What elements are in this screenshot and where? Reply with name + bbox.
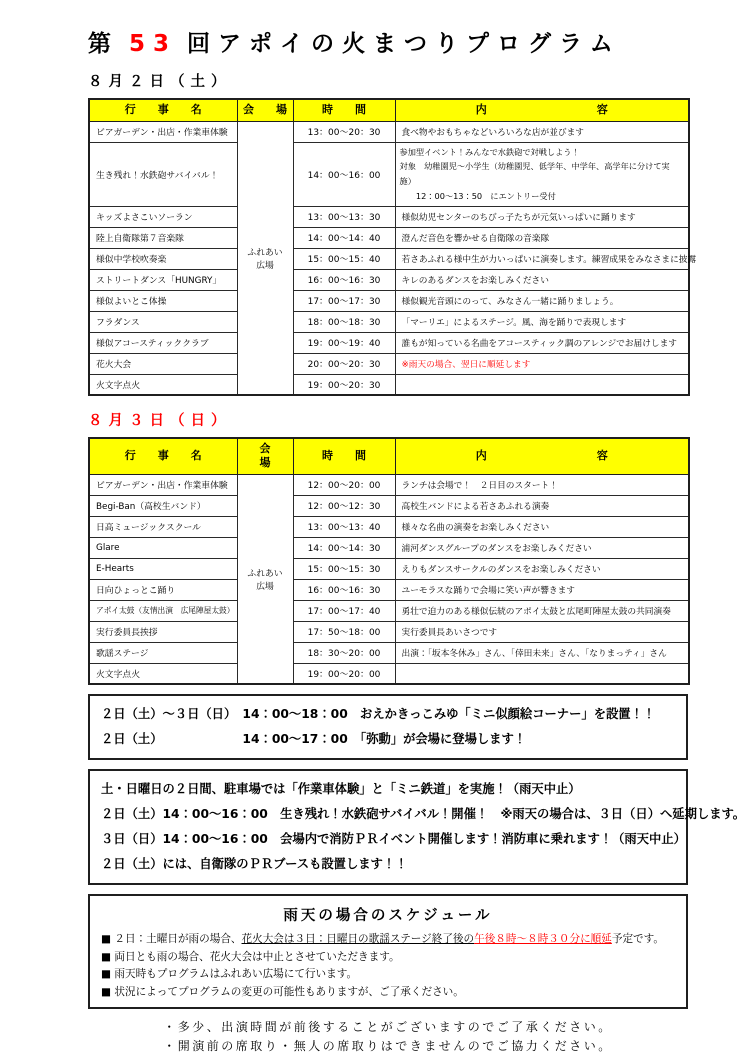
time-cell: 20：00～20：30 — [293, 353, 395, 374]
event-name-cell: 花火大会 — [89, 353, 237, 374]
rain-schedule-title: 雨天の場合のスケジュール — [283, 908, 493, 925]
day1-header-event: 行 事 名 — [89, 99, 237, 121]
day2-table-body — [89, 474, 689, 684]
table-row — [89, 621, 689, 642]
text-line: ３日（日）14：00～16：00 会場内で消防ＰＲイベント開催します！消防車に乗れます！（雨天中止） — [101, 832, 686, 847]
time-cell: 19：00～20：30 — [293, 374, 395, 395]
text-line: ２日（土）14：00～16：00 生き残れ！水鉄砲サバイバル！開催！ ※雨天の場合は、３日（日）へ延期します。 — [101, 807, 745, 822]
table-row — [89, 600, 689, 621]
table-row — [89, 332, 689, 353]
content-cell: 様似観光音頭にのって、みなさん一緒に踊りましょう。 — [395, 290, 689, 311]
content-cell — [395, 374, 689, 395]
time-cell: 17：00～17：30 — [293, 290, 395, 311]
event-name-cell: 日向ひょっとこ踊り — [89, 579, 237, 600]
event-name-cell: 火文字点火 — [89, 374, 237, 395]
content-cell: 出演：「坂本冬休み」さん、「倖田未来」さん、「なりまっティ」さん — [395, 642, 689, 663]
day2-header-row — [89, 438, 689, 474]
day2-heading: ８月３日（日） — [88, 413, 232, 430]
rain-note-fireworks-postpone — [101, 931, 675, 949]
table-row — [89, 516, 689, 537]
event-name-cell: 様似よいとこ体操 — [89, 290, 237, 311]
event-name-cell: キッズよさこいソーラン — [89, 206, 237, 227]
text-line: 場 — [259, 456, 271, 470]
notice-box-portrait-corner — [88, 694, 688, 760]
content-cell: ランチは会場で！ ２日目のスタート！ — [395, 474, 689, 495]
event-name-cell: ビアガーデン・出店・作業車体験 — [89, 121, 237, 142]
day2-header-venue — [237, 438, 293, 474]
text-line: ■ 雨天時もプログラムはふれあい広場にて行います。 — [101, 968, 358, 981]
time-cell: 14：00～14：40 — [293, 227, 395, 248]
day1-table-body — [89, 121, 697, 395]
text-line: ・多少、出演時間が前後することがございますのでご了承ください。 — [163, 1020, 613, 1035]
time-cell: 15：00～15：30 — [293, 558, 395, 579]
content-cell: 様似幼児センターのちびっ子たちが元気いっぱいに踊ります — [395, 206, 689, 227]
day1-schedule-table — [88, 98, 697, 396]
event-name-cell: Glare — [89, 537, 237, 558]
text-line: ２日（土）には、自衛隊のＰＲブースも設置します！！ — [101, 857, 408, 872]
content-cell: 若さあふれる様中生が力いっぱいに演奏します。練習成果をみなさまに披露 — [395, 248, 689, 269]
event-name-cell: 生き残れ！水鉄砲サバイバル！ — [89, 142, 237, 206]
text-line: ■ 両日とも雨の場合、花火大会は中止とさせていただきます。 — [101, 950, 400, 963]
event-name-cell: 様似中学校吹奏楽 — [89, 248, 237, 269]
event-name-cell: 実行委員長挨拶 — [89, 621, 237, 642]
event-name-cell: 火文字点火 — [89, 663, 237, 684]
table-row — [89, 642, 689, 663]
text-line: ２日（土） 14：00～17：00 「弥動」が会場に登場します！ — [101, 732, 527, 747]
content-cell: 様々な名曲の演奏をお楽しみください — [395, 516, 689, 537]
content-cell: ユーモラスな踊りで会場に笑い声が響きます — [395, 579, 689, 600]
content-cell — [395, 663, 689, 684]
notice-box-parking-events — [88, 769, 745, 885]
time-cell: 18：30～20：00 — [293, 642, 395, 663]
event-name-cell: アポイ太鼓（友情出演 広尾陣屋太鼓） — [89, 600, 237, 621]
time-cell: 12：00～12：30 — [293, 495, 395, 516]
day1-header-row — [89, 99, 689, 121]
event-name-cell: 様似アコースティッククラブ — [89, 332, 237, 353]
content-cell: 誰もが知っている名曲をアコースティック調のアレンジでお届けします — [395, 332, 689, 353]
table-row — [89, 353, 689, 374]
event-name-cell: E-Hearts — [89, 558, 237, 579]
content-cell: 「マーリエ」によるステージ。風、海を踊りで表現します — [395, 311, 689, 332]
page-title — [88, 32, 688, 57]
table-row — [89, 227, 689, 248]
day2-header-event: 行 事 名 — [89, 438, 237, 474]
content-cell: 参加型イベント！みんなで水鉄砲で対戦しよう！ 対象 幼稚園児～小学生（幼稚園児、低学年、中学年、高学年に分けて実施） 12：00～13：50 にエントリー受付 — [395, 142, 689, 206]
table-row — [89, 206, 689, 227]
text-line: 会 — [259, 442, 271, 456]
time-cell: 13：00～13：40 — [293, 516, 395, 537]
table-row — [89, 558, 689, 579]
table-row — [89, 474, 689, 495]
text-line: 土・日曜日の２日間、駐車場では「作業車体験」と「ミニ鉄道」を実施！（雨天中止） — [101, 782, 581, 797]
table-row — [89, 248, 689, 269]
time-cell: 19：00～20：00 — [293, 663, 395, 684]
day1-header-venue — [237, 99, 293, 121]
table-row — [89, 311, 689, 332]
content-cell: えりもダンスサークルのダンスをお楽しみください — [395, 558, 689, 579]
content-cell: 勇壮で迫力のある様似伝統のアポイ太鼓と広尾町陣屋太鼓の共同演奏 — [395, 600, 689, 621]
footer-notes — [88, 1018, 688, 1056]
rain-line-red-time: 午後８時～８時３０分に順延 — [474, 933, 612, 946]
table-row — [89, 374, 689, 395]
time-cell: 17：50～18：00 — [293, 621, 395, 642]
content-cell: 澄んだ音色を響かせる自衛隊の音楽隊 — [395, 227, 689, 248]
rain-line-underlined: 花火大会は３日：日曜日の歌謡ステージ終了後の — [241, 933, 475, 946]
table-row — [89, 290, 689, 311]
day1-header-time: 時 間 — [293, 99, 395, 121]
day1-header-content: 内 容 — [395, 99, 689, 121]
title-edition-number: 53 — [129, 31, 178, 57]
table-row — [89, 495, 689, 516]
content-cell: 食べ物やおもちゃなどいろいろな店が並びます — [395, 121, 689, 142]
venue-cell: ふれあい広場 — [237, 474, 293, 684]
rain-schedule-box — [88, 894, 688, 1009]
text-line: ・開演前の席取り・無人の席取りはできませんのでご協力ください。 — [163, 1039, 613, 1054]
rain-line-suffix: 予定です。 — [611, 933, 664, 946]
content-cell: 浦河ダンスグループのダンスをお楽しみください — [395, 537, 689, 558]
venue-cell: ふれあい広場 — [237, 121, 293, 395]
event-name-cell: ビアガーデン・出店・作業車体験 — [89, 474, 237, 495]
table-row — [89, 142, 689, 206]
title-text: 回アポイの火まつりプログラム — [187, 31, 621, 57]
event-name-cell: 日高ミュージックスクール — [89, 516, 237, 537]
event-name-cell: フラダンス — [89, 311, 237, 332]
event-name-cell: 歌謡ステージ — [89, 642, 237, 663]
time-cell: 16：00～16：30 — [293, 269, 395, 290]
table-row — [89, 663, 689, 684]
table-row — [89, 537, 689, 558]
content-cell: ※雨天の場合、翌日に順延します — [395, 353, 689, 374]
text-line: ２日（土）～３日（日） 14：00～18：00 おえかきっこみゆ「ミニ似顔絵コーナー」を設置！！ — [101, 707, 656, 722]
table-row — [89, 121, 689, 142]
event-name-cell: Begi-Ban（高校生バンド） — [89, 495, 237, 516]
content-cell: キレのあるダンスをお楽しみください — [395, 269, 689, 290]
text-line: 会 場 — [243, 103, 287, 117]
table-row — [89, 269, 689, 290]
title-prefix: 第 — [88, 31, 119, 57]
time-cell: 13：00～20：30 — [293, 121, 395, 142]
day2-schedule-table — [88, 437, 690, 685]
table-row — [89, 579, 689, 600]
day2-header-time: 時 間 — [293, 438, 395, 474]
time-cell: 14：00～16：00 — [293, 142, 395, 206]
content-cell: 高校生バンドによる若さあふれる演奏 — [395, 495, 689, 516]
rain-line-prefix: ■ ２日：土曜日が雨の場合、 — [101, 933, 242, 946]
content-cell: 実行委員長あいさつです — [395, 621, 689, 642]
event-name-cell: 陸上自衛隊第７音楽隊 — [89, 227, 237, 248]
time-cell: 16：00～16：30 — [293, 579, 395, 600]
day2-header-content: 内 容 — [395, 438, 689, 474]
time-cell: 15：00～15：40 — [293, 248, 395, 269]
time-cell: 18：00～18：30 — [293, 311, 395, 332]
event-name-cell: ストリートダンス「HUNGRY」 — [89, 269, 237, 290]
rain-notes-list — [101, 949, 675, 1002]
time-cell: 17：00～17：40 — [293, 600, 395, 621]
time-cell: 19：00～19：40 — [293, 332, 395, 353]
time-cell: 12：00～20：00 — [293, 474, 395, 495]
text-line: ■ 状況によってプログラムの変更の可能性もありますが、ご了承ください。 — [101, 985, 464, 998]
time-cell: 13：00～13：30 — [293, 206, 395, 227]
day1-heading: ８月２日（土） — [88, 74, 232, 91]
time-cell: 14：00～14：30 — [293, 537, 395, 558]
